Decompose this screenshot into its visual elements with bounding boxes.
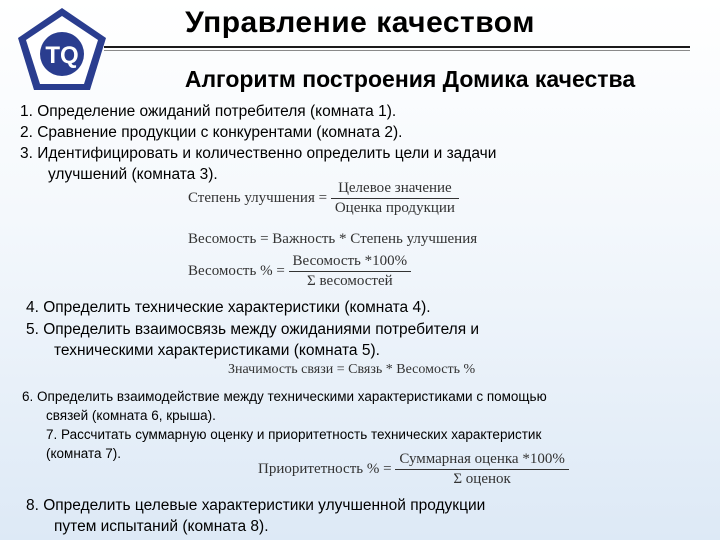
- step-8-line-2: путем испытаний (комната 8).: [54, 518, 269, 535]
- fraction-denominator: Σ оценок: [453, 471, 511, 487]
- step-1: 1. Определение ожиданий потребителя (комната 1).: [20, 103, 397, 120]
- formula-weight-percent: [188, 253, 411, 290]
- formula-lhs: Весомость % =: [188, 263, 285, 279]
- fraction: [331, 180, 459, 217]
- step-2: 2. Сравнение продукции с конкурентами (комната 2).: [20, 124, 403, 141]
- page-subtitle: Алгоритм построения Домика качества: [184, 66, 636, 92]
- step-5-line-2: техническими характеристиками (комната 5).: [54, 342, 380, 359]
- fraction-numerator: Весомость *100%: [289, 253, 412, 272]
- step-5-line-1: 5. Определить взаимосвязь между ожиданиями потребителя и: [26, 321, 480, 338]
- fraction: [289, 253, 412, 290]
- formula-lhs: Степень улучшения =: [188, 190, 328, 206]
- fraction-numerator: Целевое значение: [331, 180, 459, 199]
- step-3-line-1: 3. Идентифицировать и количественно определить цели и задачи: [20, 145, 497, 162]
- formula-link-significance: Значимость связи = Связь * Весомость %: [228, 362, 476, 377]
- fraction-denominator: Оценка продукции: [334, 200, 455, 216]
- fraction-numerator: Суммарная оценка *100%: [395, 451, 568, 470]
- title-divider: [104, 46, 690, 48]
- title-divider-thin: [104, 50, 690, 51]
- step-7-line-2: (комната 7).: [46, 446, 122, 461]
- step-7-line-1: 7. Рассчитать суммарную оценку и приоритетность технических характеристик: [46, 427, 542, 442]
- formula-weight: Весомость = Важность * Степень улучшения: [188, 231, 478, 247]
- fraction: [395, 451, 568, 488]
- step-3-line-2: улучшений (комната 3).: [48, 166, 218, 183]
- logo-letters: ТQ: [45, 42, 79, 69]
- step-6-line-1: 6. Определить взаимодействие между техническими характеристиками с помощью: [22, 389, 547, 404]
- formula-improvement-degree: [188, 180, 459, 217]
- page-title: Управление качеством: [185, 6, 535, 39]
- formula-priority-percent: [258, 451, 569, 488]
- step-6-line-2: связей (комната 6, крыша).: [46, 408, 216, 423]
- fraction-denominator: Σ весомостей: [307, 273, 393, 289]
- step-8-line-1: 8. Определить целевые характеристики улучшенной продукции: [26, 497, 486, 514]
- formula-lhs: Приоритетность % =: [258, 461, 392, 477]
- step-4: 4. Определить технические характеристики (комната 4).: [26, 299, 431, 316]
